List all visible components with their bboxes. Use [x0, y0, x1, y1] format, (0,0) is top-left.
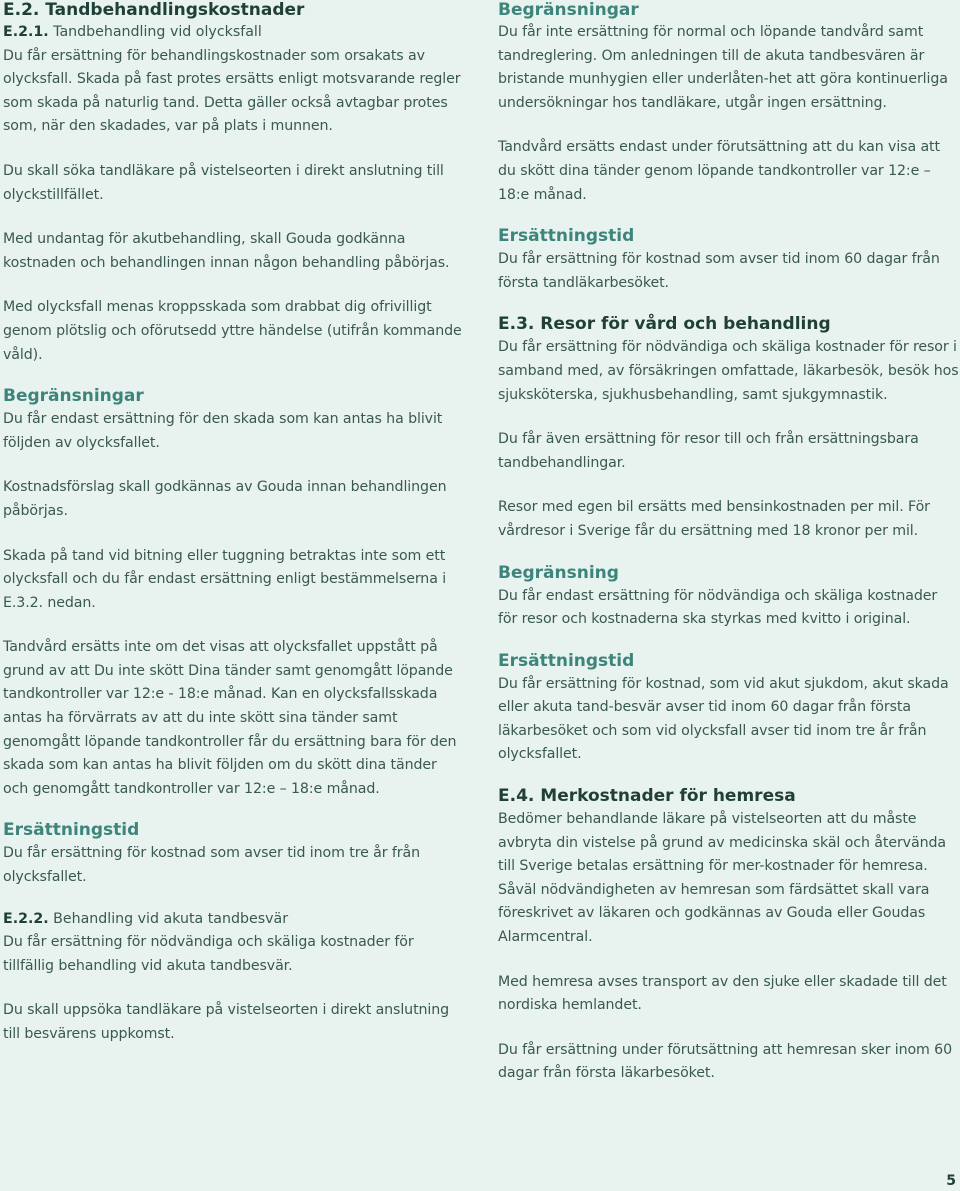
subsection-number: E.2.2. [3, 910, 49, 927]
paragraph: Skada på tand vid bitning eller tuggning betraktas inte som ett olycksfall och du får endast ersättning enligt bestämmelserna i E.3.2. nedan. [3, 547, 447, 611]
page-number: 5 [946, 1173, 956, 1189]
paragraph: Du får ersättning för behandlingskostnader som orsakats av olycksfall. Skada på fast protes ersätts enligt motsvarande regler som skada på naturlig tand. Detta gäller också avtagbar protes som, när den skadades, var på plats i munnen. [3, 47, 461, 135]
subsection-number: E.2.1. [3, 24, 49, 40]
heading-begransning: Begränsning [498, 562, 619, 583]
paragraph: Du får inte ersättning för normal och löpande tandvård samt tandreglering. Om anledningen till de akuta tandbesvären är bristande munhygien eller underlåten-het att göra kontinuerliga undersökningar hos tandläkare, utgår ingen ersättning. [498, 24, 948, 111]
section-title-e4: E.4. Merkostnader för hemresa [498, 786, 796, 807]
heading-ersattningstid: Ersättningstid [3, 820, 140, 841]
paragraph: Tandvård ersätts endast under förutsättning att du kan visa att du skött dina tänder genom löpande tandkontroller var 12:e – 18:e månad. [498, 139, 940, 203]
subsection-title-e22 [3, 908, 465, 932]
paragraph: Bedömer behandlande läkare på vistelseorten att du måste avbryta din vistelse på grund av medicinska skäl och återvända till Sverige betalas ersättning för mer-kostnader för hemresa. Såväl nödvändigheten av hemresan som färdsättet skall vara föreskrivet av läkaren och godkännas av Gouda eller Goudas Alarmcentral. [498, 811, 946, 946]
paragraph: Kostnadsförslag skall godkännas av Gouda innan behandlingen påbörjas. [3, 479, 447, 519]
heading-ersattningstid: Ersättningstid [498, 650, 635, 671]
paragraph: Du får ersättning för kostnad som avser tid inom 60 dagar från första tandläkarbesöket. [498, 251, 940, 291]
paragraph: Du får ersättning för nödvändiga och skäliga kostnader för resor i samband med, av försäkringen omfattade, läkarbesök, besök hos sjuksköterska, sjukhusbehandling, samt sjukgymnastik. [498, 339, 959, 403]
paragraph: Du får ersättning för kostnad som avser tid inom tre år från olycksfallet. [3, 845, 421, 886]
paragraph: Med undantag för akutbehandling, skall Gouda godkänna kostnaden och behandlingen innan någon behandling påbörjas. [3, 231, 450, 271]
heading-begransningar: Begränsningar [498, 0, 639, 20]
paragraph: Du får ersättning för kostnad, som vid akut sjukdom, akut skada eller akuta tand-besvär avser tid inom 60 dagar från första läkarbesöket och som vid olycksfall avser tid inom tre år från olycksfallet. [498, 675, 949, 763]
subsection-label: Behandling vid akuta tandbesvär [53, 910, 289, 927]
heading-begransningar: Begränsningar [3, 386, 144, 407]
left-column [3, 0, 465, 1047]
paragraph: Resor med egen bil ersätts med bensinkostnaden per mil. För vårdresor i Sverige får du ersättning med 18 kronor per mil. [498, 499, 930, 539]
paragraph: Du får endast ersättning för nödvändiga och skäliga kostnader för resor och kostnaderna ska styrkas med kvitto i original. [498, 587, 938, 628]
section-title-e2: E.2. Tandbehandlingskostnader [3, 0, 305, 20]
paragraph: Du får endast ersättning för den skada som kan antas ha blivit följden av olycksfallet. [3, 411, 443, 451]
subsection-label: Tandbehandling vid olycksfall [53, 24, 262, 40]
paragraph: Du skall söka tandläkare på vistelseorten i direkt anslutning till olyckstillfället. [3, 162, 444, 203]
paragraph: Med hemresa avses transport av den sjuke eller skadade till det nordiska hemlandet. [498, 973, 947, 1014]
section-title-e3: E.3. Resor för vård och behandling [498, 314, 831, 335]
paragraph: Tandvård ersätts inte om det visas att olycksfallet uppstått på grund av att Du inte skött Dina tänder samt genomgått löpande tandkontroller var 12:e - 18:e månad. Kan en olycksfallsskada antas ha förvärrats av att du inte skött sina tänder samt genomgått löpande tandkontroller får du ersättning bara för den skada som kan antas ha blivit följden om du skött dina tänder och genomgått tandkontroller var 12:e – 18:e månad. [3, 639, 457, 797]
paragraph: Med olycksfall menas kroppsskada som drabbat dig ofrivilligt genom plötslig och oförutsedd yttre händelse (utifrån kommande våld). [3, 299, 462, 363]
heading-ersattningstid: Ersättningstid [498, 226, 635, 247]
paragraph: Du får ersättning under förutsättning att hemresan sker inom 60 dagar från första läkarbesöket. [498, 1041, 953, 1082]
paragraph: Du får även ersättning för resor till och från ersättningsbara tandbehandlingar. [498, 431, 919, 471]
subsection-title-e21 [3, 21, 465, 45]
right-column [498, 0, 960, 1086]
paragraph: Du skall uppsöka tandläkare på vistelseorten i direkt anslutning till besvärens uppkomst. [3, 1002, 450, 1042]
paragraph: Du får ersättning för nödvändiga och skäliga kostnader för tillfällig behandling vid akuta tandbesvär. [3, 934, 414, 974]
